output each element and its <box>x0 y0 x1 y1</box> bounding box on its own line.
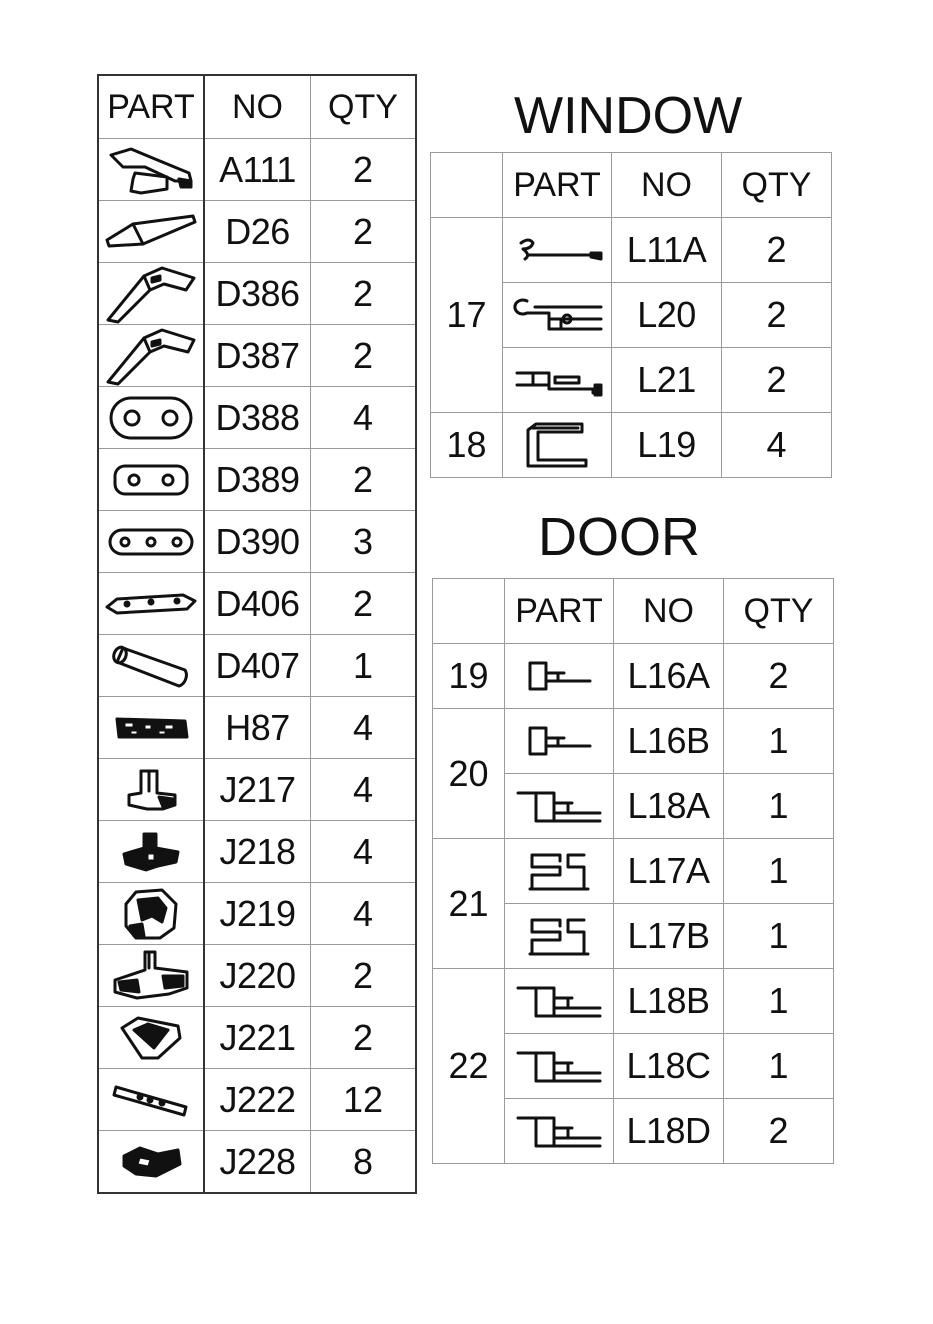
table-row <box>98 325 416 387</box>
profile-l18d-icon <box>505 1099 614 1164</box>
group-label: 20 <box>433 709 505 839</box>
quantity: 3 <box>311 511 417 573</box>
profile-l17b-icon <box>505 904 614 969</box>
qty-header: QTY <box>311 75 417 139</box>
door-title: DOOR <box>538 507 700 567</box>
connector-j218-icon <box>98 821 204 883</box>
header-row <box>98 75 416 139</box>
quantity: 4 <box>311 821 417 883</box>
part-number: D390 <box>204 511 311 573</box>
part-number: D406 <box>204 573 311 635</box>
quantity: 2 <box>724 644 834 709</box>
quantity: 1 <box>724 904 834 969</box>
part-number: J217 <box>204 759 311 821</box>
part-header: PART <box>505 579 614 644</box>
qty-header: QTY <box>724 579 834 644</box>
profile-l20-icon <box>503 283 612 348</box>
quantity: 4 <box>311 697 417 759</box>
quantity: 1 <box>311 635 417 697</box>
quantity: 2 <box>722 283 832 348</box>
profile-l11a-icon <box>503 218 612 283</box>
part-number: D407 <box>204 635 311 697</box>
part-header: PART <box>98 75 204 139</box>
part-number: L18D <box>614 1099 724 1164</box>
part-number: L18C <box>614 1034 724 1099</box>
part-number: D389 <box>204 449 311 511</box>
quantity: 8 <box>311 1131 417 1194</box>
part-number: J222 <box>204 1069 311 1131</box>
quantity: 2 <box>724 1099 834 1164</box>
table-row <box>98 759 416 821</box>
quantity: 1 <box>724 839 834 904</box>
part-number: L18A <box>614 774 724 839</box>
quantity: 4 <box>311 883 417 945</box>
quantity: 4 <box>311 387 417 449</box>
quantity: 4 <box>311 759 417 821</box>
profile-l19-icon <box>503 413 612 478</box>
no-header: NO <box>612 153 722 218</box>
table-row <box>433 644 834 709</box>
corner-j219-icon <box>98 883 204 945</box>
quantity: 12 <box>311 1069 417 1131</box>
table-row <box>98 945 416 1007</box>
profile-l18a-icon <box>505 774 614 839</box>
angle-plate-icon <box>98 201 204 263</box>
strut-d386-icon <box>98 263 204 325</box>
quantity: 2 <box>311 573 417 635</box>
part-number: J218 <box>204 821 311 883</box>
part-number: H87 <box>204 697 311 759</box>
quantity: 1 <box>724 969 834 1034</box>
part-number: J220 <box>204 945 311 1007</box>
part-number: D386 <box>204 263 311 325</box>
qty-header: QTY <box>722 153 832 218</box>
connector-j220-icon <box>98 945 204 1007</box>
quantity: 2 <box>311 945 417 1007</box>
group-header <box>431 153 503 218</box>
part-number: D388 <box>204 387 311 449</box>
quantity: 2 <box>722 218 832 283</box>
door-parts-table <box>432 578 834 1164</box>
table-row <box>98 511 416 573</box>
hinge-icon <box>98 697 204 759</box>
bracket-a111-icon <box>98 139 204 201</box>
table-row <box>433 969 834 1034</box>
table-row <box>433 839 834 904</box>
table-row <box>98 263 416 325</box>
profile-l18c-icon <box>505 1034 614 1099</box>
part-number: J221 <box>204 1007 311 1069</box>
part-number: A111 <box>204 139 311 201</box>
quantity: 1 <box>724 709 834 774</box>
table-row <box>98 449 416 511</box>
table-row <box>433 709 834 774</box>
table-row <box>431 218 832 283</box>
table-row <box>98 387 416 449</box>
part-header: PART <box>503 153 612 218</box>
part-number: L11A <box>612 218 722 283</box>
quantity: 2 <box>311 263 417 325</box>
group-label: 22 <box>433 969 505 1164</box>
quantity: 2 <box>311 325 417 387</box>
connector-j217-icon <box>98 759 204 821</box>
group-label: 17 <box>431 218 503 413</box>
part-number: J228 <box>204 1131 311 1194</box>
table-row <box>98 883 416 945</box>
part-number: D26 <box>204 201 311 263</box>
profile-l21-icon <box>503 348 612 413</box>
quantity: 1 <box>724 774 834 839</box>
table-row <box>98 573 416 635</box>
group-header <box>433 579 505 644</box>
header-row <box>431 153 832 218</box>
part-number: L16A <box>614 644 724 709</box>
quantity: 4 <box>722 413 832 478</box>
tube-icon <box>98 635 204 697</box>
table-row <box>98 139 416 201</box>
window-parts-table <box>430 152 832 478</box>
profile-l18b-icon <box>505 969 614 1034</box>
group-label: 21 <box>433 839 505 969</box>
header-row <box>433 579 834 644</box>
quantity: 1 <box>724 1034 834 1099</box>
table-row <box>98 1069 416 1131</box>
parts-table <box>97 74 417 1194</box>
part-number: L17B <box>614 904 724 969</box>
quantity: 2 <box>311 139 417 201</box>
part-number: J219 <box>204 883 311 945</box>
quantity: 2 <box>311 201 417 263</box>
quantity: 2 <box>311 449 417 511</box>
connector-j228-icon <box>98 1131 204 1194</box>
long-strip-icon <box>98 573 204 635</box>
strut-d387-icon <box>98 325 204 387</box>
profile-l16a-icon <box>505 644 614 709</box>
no-header: NO <box>204 75 311 139</box>
part-number: L16B <box>614 709 724 774</box>
profile-l17a-icon <box>505 839 614 904</box>
no-header: NO <box>614 579 724 644</box>
part-number: L19 <box>612 413 722 478</box>
part-number: L21 <box>612 348 722 413</box>
quantity: 2 <box>722 348 832 413</box>
group-label: 18 <box>431 413 503 478</box>
part-number: L17A <box>614 839 724 904</box>
window-title: WINDOW <box>514 87 743 145</box>
three-hole-plate-icon <box>98 511 204 573</box>
part-number: L18B <box>614 969 724 1034</box>
two-hole-plate-large-icon <box>98 387 204 449</box>
table-row <box>98 635 416 697</box>
quantity: 2 <box>311 1007 417 1069</box>
table-row <box>98 1007 416 1069</box>
two-hole-plate-small-icon <box>98 449 204 511</box>
group-label: 19 <box>433 644 505 709</box>
part-number: D387 <box>204 325 311 387</box>
strip-j222-icon <box>98 1069 204 1131</box>
table-row <box>98 821 416 883</box>
table-row <box>431 413 832 478</box>
table-row <box>98 697 416 759</box>
table-row <box>98 201 416 263</box>
table-row <box>98 1131 416 1194</box>
corner-j221-icon <box>98 1007 204 1069</box>
part-number: L20 <box>612 283 722 348</box>
profile-l16b-icon <box>505 709 614 774</box>
